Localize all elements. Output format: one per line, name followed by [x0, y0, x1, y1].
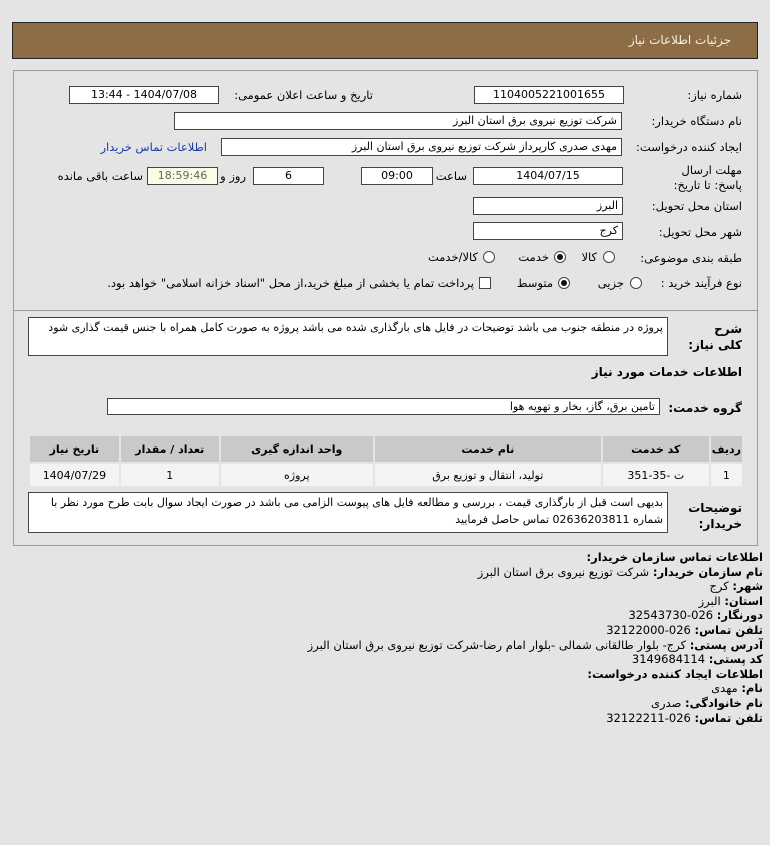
category-label: طبقه بندی موضوعی:	[640, 251, 742, 265]
cell-code: ت -35-351	[603, 464, 709, 486]
city-label: شهر محل تحویل:	[658, 225, 742, 239]
creator-name: نام: مهدی	[711, 681, 763, 696]
contact-postal: کد پستی: 3149684114	[631, 652, 763, 667]
process-medium-radio[interactable]	[558, 277, 570, 289]
col-qty-header: تعداد / مقدار	[121, 436, 219, 462]
treasury-payment-label: پرداخت تمام یا بخشی از مبلغ خرید،از محل "اسناد خزانه اسلامی" خواهد بود.	[107, 276, 474, 290]
creator-phone: تلفن تماس: 026-32122211	[606, 710, 763, 725]
process-minor-radio[interactable]	[630, 277, 642, 289]
cell-date: 1404/07/29	[30, 464, 119, 486]
page-title: جزئیات اطلاعات نیاز	[628, 33, 731, 47]
category-goods-service-radio[interactable]	[483, 251, 495, 263]
remaining-time-field: 18:59:46	[147, 167, 218, 185]
process-label: نوع فرآیند خرید :	[660, 276, 742, 290]
cell-name: تولید، انتقال و توزیع برق	[375, 464, 601, 486]
service-group-label: گروه خدمت:	[668, 401, 742, 415]
need-number-field[interactable]: 1104005221001655	[474, 86, 624, 104]
table-row	[30, 464, 742, 486]
days-field[interactable]: 6	[253, 167, 324, 185]
deadline-time-field[interactable]: 09:00	[361, 167, 433, 185]
city-field[interactable]: کرج	[473, 222, 623, 240]
contact-phone: تلفن تماس: 026-32122000	[606, 622, 763, 637]
announce-label: تاریخ و ساعت اعلان عمومی:	[234, 88, 373, 102]
buyer-org-label: نام دستگاه خریدار:	[651, 114, 742, 128]
province-field[interactable]: البرز	[473, 197, 623, 215]
cell-row: 1	[711, 464, 742, 486]
col-date-header: تاریخ نیاز	[30, 436, 119, 462]
services-title: اطلاعات خدمات مورد نیاز	[591, 365, 742, 379]
cell-qty: 1	[121, 464, 219, 486]
days-label: روز و	[220, 169, 246, 183]
category-goods-radio[interactable]	[603, 251, 615, 263]
service-group-field: تامین برق، گاز، بخار و تهویه هوا	[107, 398, 660, 415]
need-number-label: شماره نیاز:	[687, 88, 742, 102]
table-header-row	[30, 436, 742, 462]
contact-org: نام سازمان خریدار: شرکت توزیع نیروی برق استان البرز	[477, 564, 763, 579]
description-label: شرح کلی نیاز:	[688, 322, 742, 352]
cell-unit: پروژه	[221, 464, 373, 486]
process-minor-label: جزیی	[597, 276, 624, 290]
time-label: ساعت	[435, 169, 467, 183]
buyer-contact-info	[308, 550, 763, 725]
contact-title: اطلاعات تماس سازمان خریدار:	[586, 550, 763, 564]
creator-field[interactable]: مهدی صدری کارپرداز شرکت توزیع نیروی برق استان البرز	[221, 138, 622, 156]
category-goods-label: کالا	[581, 250, 597, 264]
buyer-notes-label: توضیحات خریدار:	[688, 501, 742, 531]
buyer-org-field[interactable]: شرکت توزیع نیروی برق استان البرز	[174, 112, 622, 130]
buyer-notes-field: بدیهی است قبل از بارگذاری قیمت ، بررسی و مطالعه فایل های پیوست الزامی می باشد در صورت ایجاد سوال بابت طرح مورد نظر با شماره 02636203811 تماس حاصل فرمایید	[28, 492, 668, 533]
description-field: پروژه در منطقه جنوب می باشد توضیحات در فایل های بارگذاری شده می باشد پروژه به صورت کامل همراه با جنس قیمت گذاری شود	[28, 317, 668, 356]
contact-province: استان: البرز	[698, 593, 763, 608]
creator-family: نام خانوادگی: صدری	[651, 695, 763, 710]
category-goods-service-label: کالا/خدمت	[427, 250, 478, 264]
remaining-label: ساعت باقی مانده	[57, 169, 143, 183]
province-label: استان محل تحویل:	[651, 199, 742, 213]
creator-info-title: اطلاعات ایجاد کننده درخواست:	[587, 666, 763, 681]
process-medium-label: متوسط	[516, 276, 553, 290]
announce-field[interactable]: 1404/07/08 - 13:44	[69, 86, 219, 104]
col-name-header: نام خدمت	[375, 436, 601, 462]
deadline-date-field[interactable]: 1404/07/15	[473, 167, 623, 185]
col-row-header: ردیف	[711, 436, 742, 462]
category-service-label: خدمت	[518, 250, 549, 264]
buyer-contact-link[interactable]: اطلاعات تماس خریدار	[100, 140, 207, 154]
services-table	[28, 434, 744, 488]
page-header	[12, 22, 758, 59]
contact-address: آدرس پستی: کرج- بلوار طالقانی شمالی -بلوار امام رضا-شرکت توزیع نیروی برق استان البرز	[307, 637, 763, 652]
creator-label: ایجاد کننده درخواست:	[636, 140, 742, 154]
deadline-label: مهلت ارسال پاسخ: تا تاریخ:	[673, 163, 742, 192]
category-service-radio[interactable]	[554, 251, 566, 263]
contact-city: شهر: کرج	[709, 579, 763, 594]
col-code-header: کد خدمت	[603, 436, 709, 462]
col-unit-header: واحد اندازه گیری	[221, 436, 373, 462]
contact-fax: دورنگار: 026-32543730	[628, 608, 763, 623]
treasury-payment-checkbox[interactable]	[479, 277, 491, 289]
